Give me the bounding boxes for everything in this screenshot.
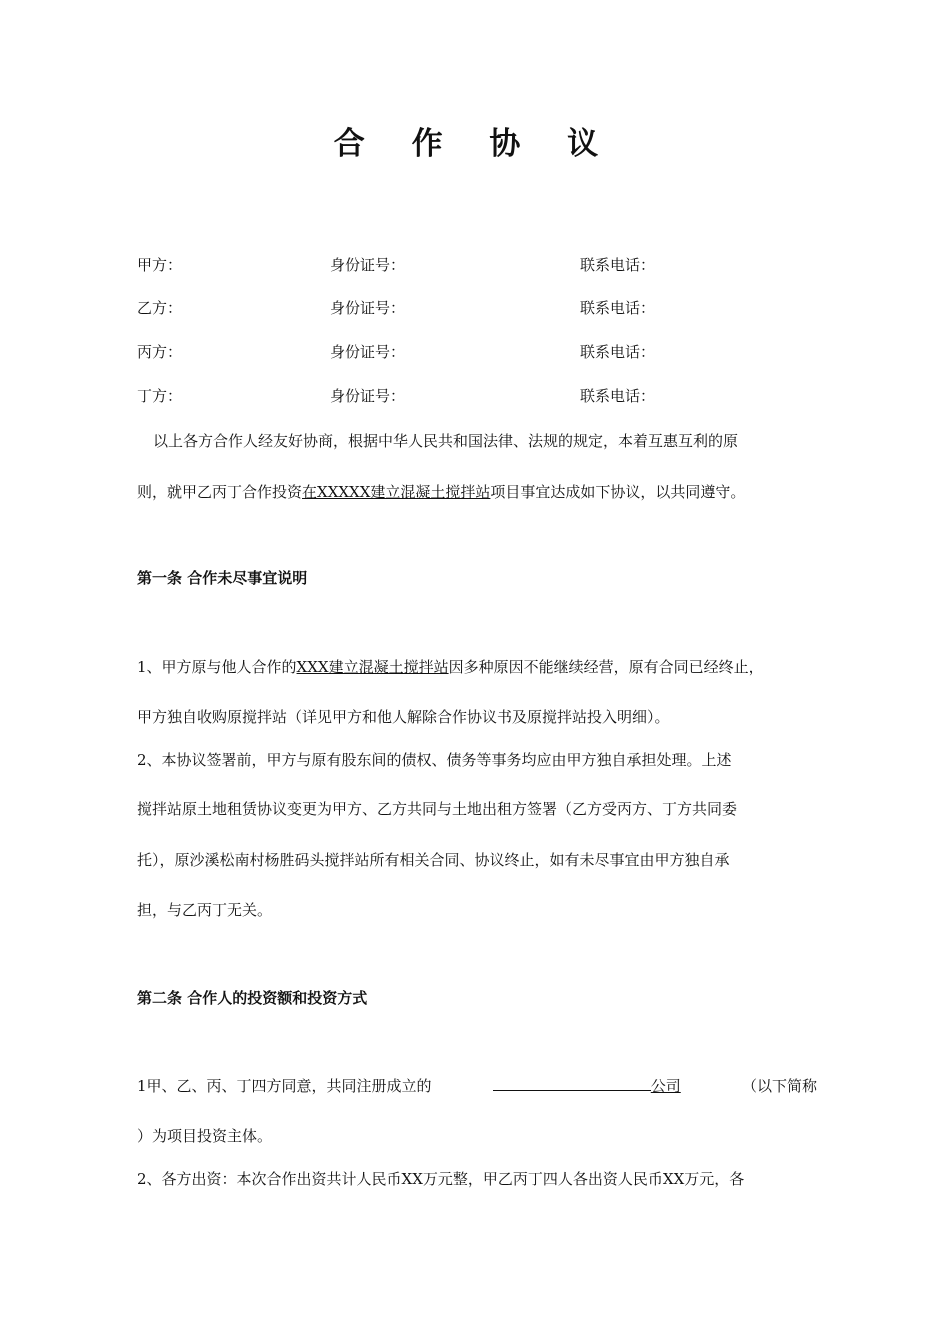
party-row-ding (137, 385, 837, 409)
article-1-heading: 第一条 合作未尽事宜说明 (137, 569, 308, 587)
page-title: 合 作 协 议 (333, 126, 617, 162)
justified-line (137, 1075, 817, 1096)
article-1-p2-line-4: 担，与乙丙丁无关。 (137, 901, 273, 919)
party-row-bing (137, 341, 837, 365)
intro-text: 则，就甲乙丙丁合作投资 (137, 483, 303, 501)
paragraph-text: 因多种原因不能继续经营，原有合同已经终止， (448, 658, 764, 676)
party-name-label: 乙方： (137, 299, 183, 317)
company-name-blank (493, 1075, 681, 1096)
phone-label: 联系电话： (580, 299, 656, 317)
phone-label: 联系电话： (580, 256, 656, 274)
paragraph-text: 1甲、乙、丙、丁四方同意，共同注册成立的 (137, 1077, 432, 1095)
intro-line-2 (137, 481, 817, 502)
project-name-underlined: 在XXXXX建立混凝土搅拌站 (302, 483, 491, 501)
party-name-label: 丁方： (137, 387, 183, 405)
phone-label: 联系电话： (580, 343, 656, 361)
intro-text: 项目事宜达成如下协议，以共同遵守。 (490, 483, 746, 501)
article-1-p1-line-2: 甲方独自收购原搅拌站（详见甲方和他人解除合作协议书及原搅拌站投入明细）。 (137, 708, 670, 726)
paragraph-text: 1、甲方原与他人合作的 (137, 658, 297, 676)
paragraph-text: （以下简称 (741, 1077, 817, 1095)
article-2-p2-line-1: 2、各方出资：本次合作出资共计人民币XX万元整，甲乙丙丁四人各出资人民币XX万元，各 (137, 1170, 745, 1188)
id-number-label: 身份证号： (330, 387, 406, 405)
party-name-label: 丙方： (137, 343, 183, 361)
id-number-label: 身份证号： (330, 343, 406, 361)
intro-line-1: 以上各方合作人经友好协商，根据中华人民共和国法律、法规的规定，本着互惠互利的原 (153, 432, 739, 450)
article-2-p1-line-2: ）为项目投资主体。 (137, 1127, 273, 1145)
article-1-p2-line-3: 托），原沙溪松南村杨胜码头搅拌站所有相关合同、协议终止，如有未尽事宜由甲方独自承 (137, 851, 730, 869)
article-1-p2-line-2: 搅拌站原土地租赁协议变更为甲方、乙方共同与土地出租方签署（乙方受丙方、丁方共同委 (137, 800, 738, 818)
station-name-underlined: XXX建立混凝土搅拌站 (296, 658, 449, 676)
party-row-jia (137, 254, 837, 278)
article-1-p1-line-1 (137, 656, 817, 677)
company-label: 公司 (650, 1077, 681, 1095)
article-2-heading: 第二条 合作人的投资额和投资方式 (137, 989, 368, 1007)
id-number-label: 身份证号： (330, 256, 406, 274)
party-row-yi (137, 297, 837, 321)
id-number-label: 身份证号： (330, 299, 406, 317)
blank-underline (493, 1076, 651, 1091)
party-name-label: 甲方： (137, 256, 183, 274)
article-2-p1-line-1 (137, 1075, 817, 1096)
article-1-p2-line-1: 2、本协议签署前，甲方与原有股东间的债权、债务等事务均应由甲方独自承担处理。上述 (137, 751, 732, 769)
phone-label: 联系电话： (580, 387, 656, 405)
